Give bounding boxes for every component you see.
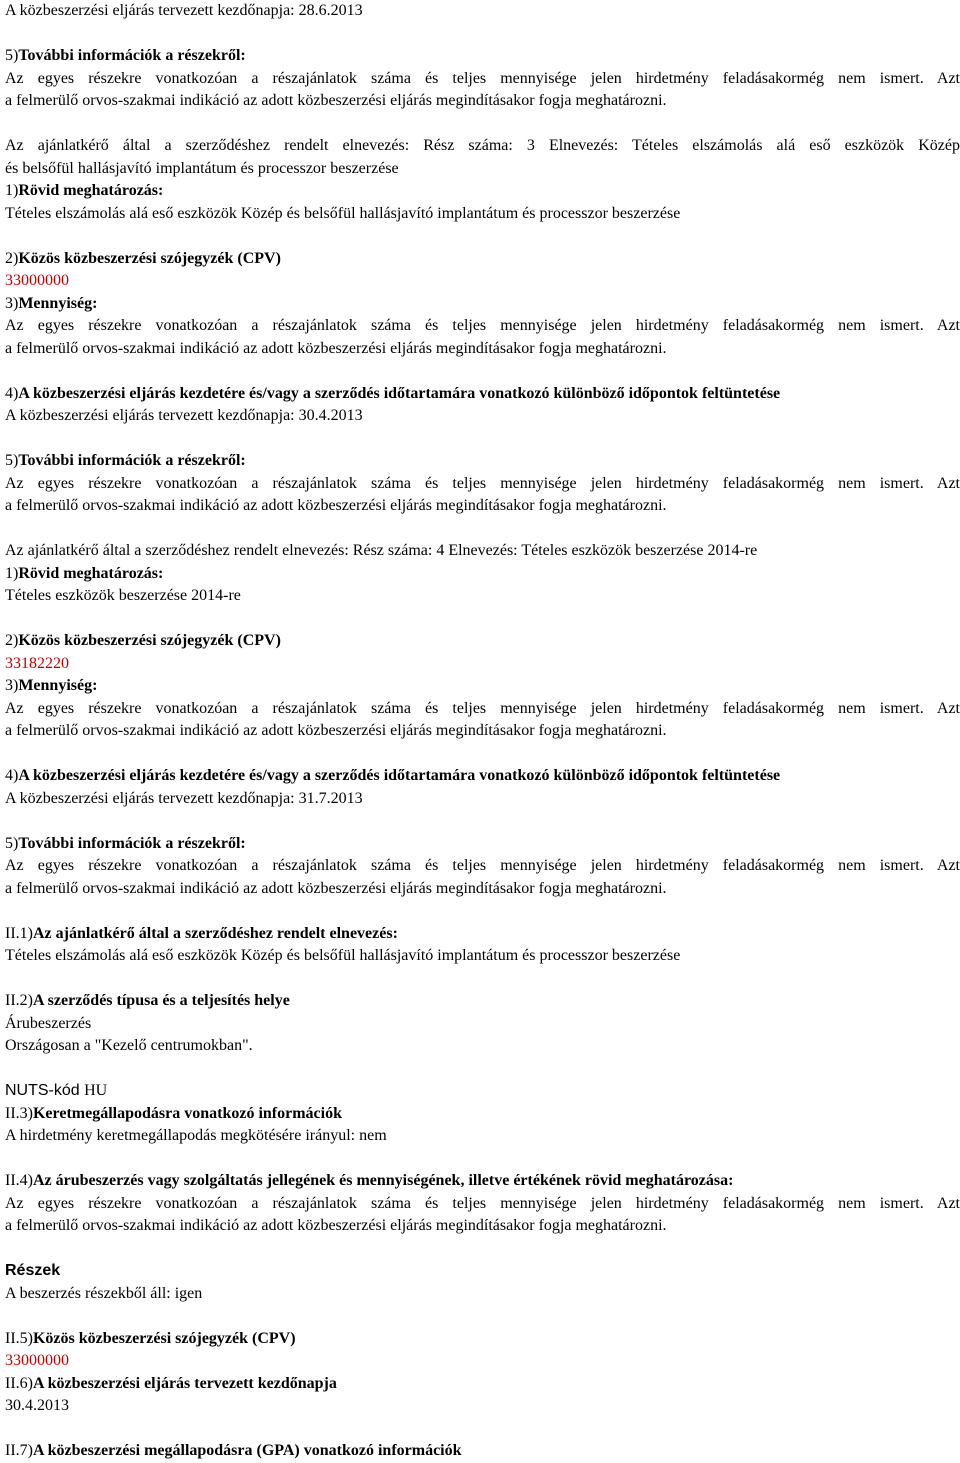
text-line [5,1125,960,1148]
paragraph-gap [5,113,960,136]
text-run: Országosan a "Kezelő centrumokban". [5,1037,253,1054]
text-line [5,945,960,968]
text-run: 2) [5,632,19,649]
text-run: Tételes eszközök beszerzése 2014-re [5,587,241,604]
text-line [5,698,960,721]
text-run: II.2) [5,992,33,1009]
paragraph-gap [5,1238,960,1261]
text-run: 5) [5,47,19,64]
bold-heading-text: Részek [5,1262,61,1279]
text-line [5,653,960,676]
text-line [5,1395,960,1418]
text-line [5,1193,960,1216]
cpv-code: 33000000 [5,1352,69,1369]
text-run: A hirdetmény keretmegállapodás megkötésére irányul: nem [5,1127,387,1144]
text-line [5,563,960,586]
text-run: 1) [5,182,19,199]
text-line [5,675,960,698]
bold-heading-text: Közös közbeszerzési szójegyzék (CPV) [18,249,281,267]
text-line [5,1080,960,1103]
bold-heading-text: A közbeszerzési eljárás tervezett kezdőnapja [32,1374,337,1392]
bold-heading-text: A közbeszerzési megállapodásra (GPA) vonatkozó információk [32,1442,462,1459]
text-run: a felmerülő orvos-szakmai indikáció az adott közbeszerzési eljárás megindításakor fogja meghatározni. [5,1217,667,1234]
text-run: A közbeszerzési eljárás tervezett kezdőnapja: 30.4.2013 [5,407,363,424]
text-line [5,1215,960,1238]
paragraph-gap [5,1058,960,1081]
text-line [5,923,960,946]
bold-heading-text: Keretmegállapodásra vonatkozó információk [32,1104,342,1122]
text-run: Az egyes részekre vonatkozóan a részajánlatok száma és teljes mennyisége jelen hirdetmény feladásakormég nem ismert. Azt [5,857,960,874]
bold-heading-text: További információk a részekről: [18,452,246,469]
text-line [5,0,960,23]
text-run: 4) [5,767,19,784]
paragraph-gap [5,608,960,631]
bold-heading-text: Az ajánlatkérő által a szerződéshez rendelt elnevezés: [32,924,398,942]
text-line [5,1350,960,1373]
paragraph-gap [5,968,960,991]
text-run: a felmerülő orvos-szakmai indikáció az adott közbeszerzési eljárás megindításakor fogja meghatározni. [5,339,667,357]
paragraph-gap [5,1418,960,1441]
paragraph-gap [5,23,960,46]
text-run: A beszerzés részekből áll: igen [5,1284,203,1302]
text-run: NUTS-kód [5,1082,85,1099]
paragraph-gap [5,225,960,248]
text-run: 4) [5,384,19,402]
text-line [5,1260,960,1283]
text-line [5,45,960,68]
paragraph-gap [5,428,960,451]
text-run: 5) [5,452,19,469]
bold-heading-text: Közös közbeszerzési szójegyzék (CPV) [18,632,281,649]
text-line [5,540,960,563]
text-line [5,270,960,293]
text-run: a felmerülő orvos-szakmai indikáció az adott közbeszerzési eljárás megindításakor fogja meghatározni. [5,497,667,514]
text-run: Az egyes részekre vonatkozóan a részajánlatok száma és teljes mennyisége jelen hirdetmény feladásakormég nem ismert. Azt [5,69,960,87]
text-run: 3) [5,677,19,694]
text-line [5,180,960,203]
text-run: Az ajánlatkérő által a szerződéshez rendelt elnevezés: Rész száma: 3 Elnevezés: Tételes elszámolás alá eső eszközök Közép [5,137,960,154]
text-line [5,248,960,271]
text-line [5,1440,960,1463]
paragraph-gap [5,518,960,541]
bold-heading-text: A szerződés típusa és a teljesítés helye [32,992,290,1009]
paragraph-gap [5,810,960,833]
bold-heading-text: Mennyiség: [18,294,98,312]
document-body [5,0,960,1463]
text-line [5,585,960,608]
text-line [5,720,960,743]
text-line [5,765,960,788]
text-line [5,338,960,361]
text-run: Az ajánlatkérő által a szerződéshez rendelt elnevezés: Rész száma: 4 Elnevezés: Tételes eszközök beszerzése 2014-re [5,542,758,559]
bold-heading-text: További információk a részekről: [18,47,246,64]
bold-heading-text: Közös közbeszerzési szójegyzék (CPV) [32,1329,296,1347]
text-run: HU [84,1082,108,1099]
text-run: Az egyes részekre vonatkozóan a részajánlatok száma és teljes mennyisége jelen hirdetmény feladásakormég nem ismert. Azt [5,699,960,717]
text-run: 2) [5,249,19,267]
text-run: Tételes elszámolás alá eső eszközök Közép és belsőfül hallásjavító implantátum és processzor beszerzése [5,947,681,964]
text-line [5,90,960,113]
text-run: II.7) [5,1442,33,1459]
text-run: a felmerülő orvos-szakmai indikáció az adott közbeszerzési eljárás megindításakor fogja meghatározni. [5,879,667,897]
text-line [5,1328,960,1351]
text-line [5,833,960,856]
text-run: A közbeszerzési eljárás tervezett kezdőnapja: 28.6.2013 [5,2,363,19]
text-line [5,630,960,653]
text-run: Tételes elszámolás alá eső eszközök Közép és belsőfül hallásjavító implantátum és processzor beszerzése [5,204,681,222]
text-run: Az egyes részekre vonatkozóan a részajánlatok száma és teljes mennyisége jelen hirdetmény feladásakormég nem ismert. Azt [5,1194,960,1212]
paragraph-gap [5,1148,960,1171]
text-run: II.6) [5,1374,33,1392]
text-run: II.5) [5,1329,33,1347]
bold-heading-text: A közbeszerzési eljárás kezdetére és/vagy a szerződés időtartamára vonatkozó különböző időpontok feltüntetése [18,767,781,784]
text-line [5,405,960,428]
text-line [5,315,960,338]
bold-heading-text: Az árubeszerzés vagy szolgáltatás jellegének és mennyiségének, illetve értékének rövid meghatározása: [32,1172,734,1189]
text-line [5,1013,960,1036]
paragraph-gap [5,900,960,923]
text-run: II.1) [5,924,33,942]
text-run: 30.4.2013 [5,1397,69,1414]
text-line [5,473,960,496]
bold-heading-text: Rövid meghatározás: [18,182,164,199]
text-line [5,203,960,226]
text-run: Az egyes részekre vonatkozóan a részajánlatok száma és teljes mennyisége jelen hirdetmény feladásakormég nem ismert. Azt [5,474,960,492]
text-line [5,383,960,406]
text-line [5,68,960,91]
text-line [5,135,960,158]
text-run: 5) [5,834,19,852]
text-line [5,788,960,811]
text-line [5,495,960,518]
text-line [5,293,960,316]
text-run: II.3) [5,1104,33,1122]
text-line [5,1373,960,1396]
paragraph-gap [5,743,960,766]
text-run: Az egyes részekre vonatkozóan a részajánlatok száma és teljes mennyisége jelen hirdetmény feladásakormég nem ismert. Azt [5,317,960,334]
bold-heading-text: További információk a részekről: [18,834,246,852]
text-run: a felmerülő orvos-szakmai indikáció az adott közbeszerzési eljárás megindításakor fogja meghatározni. [5,722,667,739]
text-line [5,1035,960,1058]
cpv-code: 33000000 [5,272,69,289]
text-line [5,158,960,181]
bold-heading-text: Rövid meghatározás: [18,564,164,582]
text-line [5,878,960,901]
bold-heading-text: A közbeszerzési eljárás kezdetére és/vagy a szerződés időtartamára vonatkozó különböző időpontok feltüntetése [18,384,781,402]
text-line [5,1170,960,1193]
paragraph-gap [5,1305,960,1328]
text-run: 1) [5,564,19,582]
text-run: A közbeszerzési eljárás tervezett kezdőnapja: 31.7.2013 [5,789,363,807]
text-run: II.4) [5,1172,33,1189]
text-line [5,990,960,1013]
text-line [5,450,960,473]
text-run: 3) [5,294,19,312]
text-run: és belsőfül hallásjavító implantátum és processzor beszerzése [5,159,399,177]
text-run: Árubeszerzés [5,1014,92,1032]
text-line [5,1283,960,1306]
text-line [5,855,960,878]
text-line [5,1103,960,1126]
bold-heading-text: Mennyiség: [18,677,98,694]
text-run: a felmerülő orvos-szakmai indikáció az adott közbeszerzési eljárás megindításakor fogja meghatározni. [5,92,667,109]
cpv-code: 33182220 [5,654,69,672]
paragraph-gap [5,360,960,383]
